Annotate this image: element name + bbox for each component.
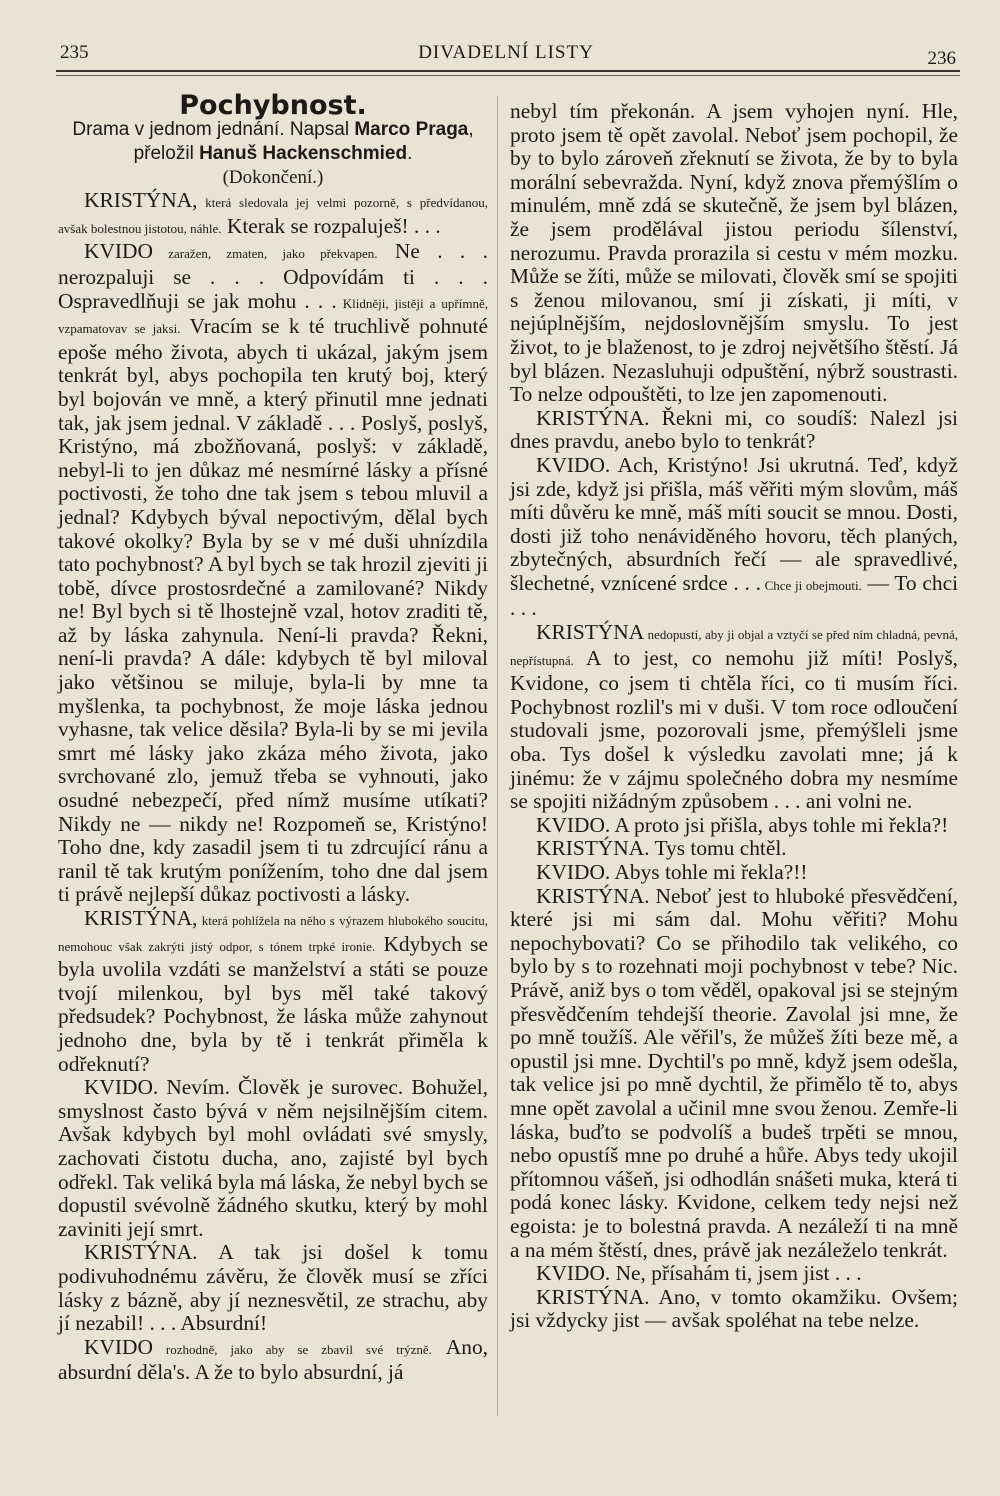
stage-direction: Klidněji, jistěji a upřímně, vzpamatovav se jaksi.	[58, 295, 488, 337]
author-name: Marco Praga	[354, 118, 469, 140]
speaker-name: KVIDO.	[536, 452, 611, 477]
page-number-right: 236	[927, 48, 956, 69]
dialogue-text: Řekni mi, co soudíš: Nalezl jsi dnes pravdu, anebo bylo to tenkrát?	[510, 405, 958, 454]
translator-name: Hanuš Hackenschmied	[199, 142, 408, 164]
dialogue-text: Tys tomu chtěl.	[649, 836, 787, 861]
subtitle-text: .	[407, 142, 413, 164]
speaker-name: KVIDO	[84, 239, 153, 264]
stage-direction: Chce ji obejmouti.	[760, 577, 862, 593]
subtitle-text: , přeložil	[133, 118, 474, 164]
dialogue-text: Nevím. Člověk je surovec. Bohužel, smyslnost často bývá v něm nejsilnějším citem. Avšak kdybych byl mohl ovládati své smysly, zachovati čistotu ducha, ano, zajisté byl bych odřekl. Tak veliká byla má láska, že nebyl bych se dopustil svévolně žádného skutku, který by mohl zaviniti její smrt.	[58, 1075, 488, 1241]
article-subtitle	[58, 118, 488, 166]
speaker-name: KVIDO.	[536, 812, 611, 837]
speaker-name: KRISTÝNA.	[536, 883, 650, 908]
dialogue-text: Ach, Kristýno! Jsi ukrutná. Teď, když jsi zde, když jsi přišla, máš věřiti mým slovům, máš míti důvěru ke mně, máš míti soucit se mnou. Dosti, dosti již toho nenáviděného hovoru, těch planých, zbytečných, absurdních řečí — ale spravedlivé, šlechetné, vznícené srdce . . .	[510, 452, 958, 595]
speaker-name: KRISTÝNA.	[536, 405, 650, 430]
paragraph	[510, 621, 958, 814]
paragraph	[510, 1262, 958, 1286]
running-title: DIVADELNÍ LISTY	[418, 42, 594, 63]
dialogue-text: Ano, v tomto okamžiku. Ovšem; jsi vždycky jist — avšak spoléhat na tebe nelze.	[510, 1284, 958, 1333]
header-rule	[56, 70, 960, 72]
stage-direction: nedopustí, aby ji objal a vztyčí se před ním chladná, pevná, nepřístupná.	[510, 627, 958, 668]
article-title: Pochybnost.	[179, 90, 367, 121]
left-column	[58, 90, 488, 1385]
column-divider	[497, 96, 498, 1416]
speaker-name: KRISTÝNA.	[84, 1240, 198, 1265]
paragraph	[58, 1241, 488, 1335]
header-rule-thin	[56, 75, 960, 76]
stage-direction: rozhodně, jako aby se zbavil své trýzně.	[152, 1341, 432, 1357]
dialogue-text: Neboť jest to hluboké přesvědčení, které jsi mi sám dal. Mohu věřiti? Mohu nepochybovati? Co se přihodilo tak velikého, co bylo by s to rozehnati moji pochybnost v tebe? Nic. Právě, aniž bys o tom věděl, opakoval jsi se stejným přesvědčením tehdejší theorie. Zavolal jsi mne, že po mně toužíš. Ale věřil's, že můžeš žíti beze mě, a opustil jsi mne. Dychtil's po mně, když jsem odešla, tak velice jsi po mně dychtil, že přimělo tě to, abys mne opět zavolal a učinil mne svou ženou. Zemře-li láska, buďto se podvolíš a budeš trpěti se mnou, nebo opustíš mne po druhé a hůře. Abys tedy ukojil přítomnou vášeň, jsi odhodlán snášeti muka, která ti podá konec lásky. Kvidone, celkem tedy nejsi než egoista: je to bolestná pravda. A nezáleží ti na mně a na mém štěstí, dnes, právě jak nezáleželo tenkrát.	[510, 883, 958, 1262]
speaker-name: KRISTÝNA	[536, 620, 645, 645]
right-column	[510, 100, 958, 1333]
speaker-name: KRISTÝNA,	[84, 188, 198, 213]
speaker-name: KVIDO.	[536, 860, 611, 884]
speaker-name: KRISTÝNA,	[84, 906, 198, 930]
paragraph	[510, 100, 958, 407]
paragraph	[510, 861, 958, 885]
paragraph	[510, 454, 958, 621]
dialogue-text: Ne, přísahám ti, jsem jist . . .	[610, 1261, 862, 1286]
dialogue-text: A to jest, co nemohu již míti! Poslyš, Kvidone, co jsem ti chtěla říci, co ti musím říci. Pochybnost rozlil's mi v duši. V tom roce odloučení studovali jsme, pozorovali jsme, přemýšleli jsme oba. Tys došel k výsledku zavolati mne; já k jinému: že v zájmu společného dobra my nesmíme se spojiti nižádným způsobem . . . ani volni ne.	[510, 645, 958, 814]
dialogue-text: Kterak se rozpaluješ! . . .	[221, 213, 441, 238]
stage-direction: která sledovala jej velmi pozorně, s předvídanou, avšak bolestnou jistotou, náhle.	[58, 195, 488, 236]
speaker-name: KVIDO	[84, 1334, 153, 1359]
dialogue-text: Vracím se k té truchlivě pohnuté epoše mého života, abych ti ukázal, jakým jsem tenkrát byl, abys pochopila ten krutý boj, který byl bojován ve mně, a který přinutil mne jednati tak, jak jsem jednal. V základě . . . Poslyš, poslyš, Kristýno, má zbožňovaná, poslyš: v základě, nebyl-li to jen důkaz mé nesmírné lásky a přísné poctivosti, že toho dne tak jsem s tebou mluvil a jednal? Kdybych býval nepoctivým, dělal bych takové okolky? Byla by se v mé duši uhnízdila tato pochybnost? A byl bych se tak hrozil zjeviti ji tobě, dívce prostosrdečné a zamilované? Nikdy ne! Byl bych si tě lhostejně vzal, hotov zraditi tě, až by láska zahynula. Není-li pravda? Řekni, není-li pravda? A dále: kdybych tě byl miloval jako většinou se miluje, byla-li by mne ta myšlenka, ta pochybnost, že moje láska jednou vyhasne, tak velice děsila? Byla-li by se mi jevila smrt mé lásky jako zkáza mého života, jako svrchované zlo, jemuž třeba se vyhnouti, jako osudné nebezpečí, před nímž musíme utíkati? Nikdy ne — nikdy ne! Rozpomeň se, Kristýno! Toho dne, kdy zasadil jsem ti tu zdrcující ránu a ranil tě tak krutým ponížením, toho dne dal jsem ti právě nejlepší důkaz poctivosti a lásky.	[58, 314, 488, 907]
speaker-name: KVIDO.	[84, 1075, 159, 1100]
dialogue-text: nebyl tím překonán. A jsem vyhojen nyní. Hle, proto jsem tě opět zavolal. Neboť jsem pochopil, že by to bylo zároveň zřeknutí se života, že by to byla morální sebevražda. Nyní, když znova přemýšlím o minulém, mně zdá se skutečně, že jsem byl blázen, že jsem prodělával jistou periodu šílenství, nerozumu. Pravda prorazila si cestu v mém mozku. Může se žíti, může se milovati, člověk smí se spojiti s ženou milovanou, smí ji získati, ji míti, v nejúplnějším, nejdoslovnějším smyslu. To jest život, to je blaženost, to je zdroj největšího štěstí. Já byl blázen. Nezasluhuji odpuštění, nýbrž soustrasti. To nelze odpouštěti, to lze jen zapomenouti.	[510, 99, 958, 407]
dialogue-text: Ne . . . nerozpaluji se . . . Odpovídám ti . . . Ospravedlňuji se jak mohu . . .	[58, 239, 488, 313]
paragraph	[58, 1076, 488, 1241]
paragraph	[58, 1336, 488, 1385]
dialogue-text: A proto jsi přišla, abys tohle mi řekla?!	[610, 812, 949, 837]
paragraph	[58, 240, 488, 907]
dialogue-text: Ano, absurdní děla's. A že to bylo absurdní, já	[58, 1334, 488, 1385]
speaker-name: KVIDO.	[536, 1261, 611, 1286]
paragraph	[510, 885, 958, 1263]
page-number-left: 235	[60, 42, 89, 63]
paragraph	[58, 189, 488, 240]
subtitle-text: Drama v jednom jednání. Napsal	[72, 118, 355, 140]
paragraph	[510, 1286, 958, 1333]
page-header	[56, 40, 956, 70]
paragraph	[510, 814, 958, 838]
paragraph	[58, 907, 488, 1076]
dialogue-text: — To chci . . .	[510, 570, 959, 621]
continued-note: (Dokončení.)	[222, 166, 324, 188]
stage-direction: zaražen, zmaten, jako překvapen.	[152, 246, 378, 262]
dialogue-text: Kdybych se byla uvolila vzdáti se manželství a státi se pouze tvojí milenkou, byl bys měl také takový předsudek? Pochybnost, že láska může zahynout jednoho dne, byla by tě i tenkrát přiměla k odřeknutí?	[58, 931, 488, 1076]
dialogue-text: A tak jsi došel k tomu podivuhodnému závěru, že člověk musí se zříci lásky z bázně, aby jí neznesvětil, ze strachu, aby jí nezabil! . . . Absurdní!	[58, 1240, 488, 1336]
dialogue-text: Abys tohle mi řekla?!!	[610, 860, 808, 884]
paragraph	[510, 837, 958, 861]
paragraph	[510, 407, 958, 454]
stage-direction: která pohlížela na něho s výrazem hlubokého soucitu, nemohouc však zakrýti jistý odpor, s tónem trpké ironie.	[58, 913, 488, 954]
speaker-name: KRISTÝNA.	[536, 836, 650, 861]
speaker-name: KRISTÝNA.	[536, 1284, 650, 1309]
